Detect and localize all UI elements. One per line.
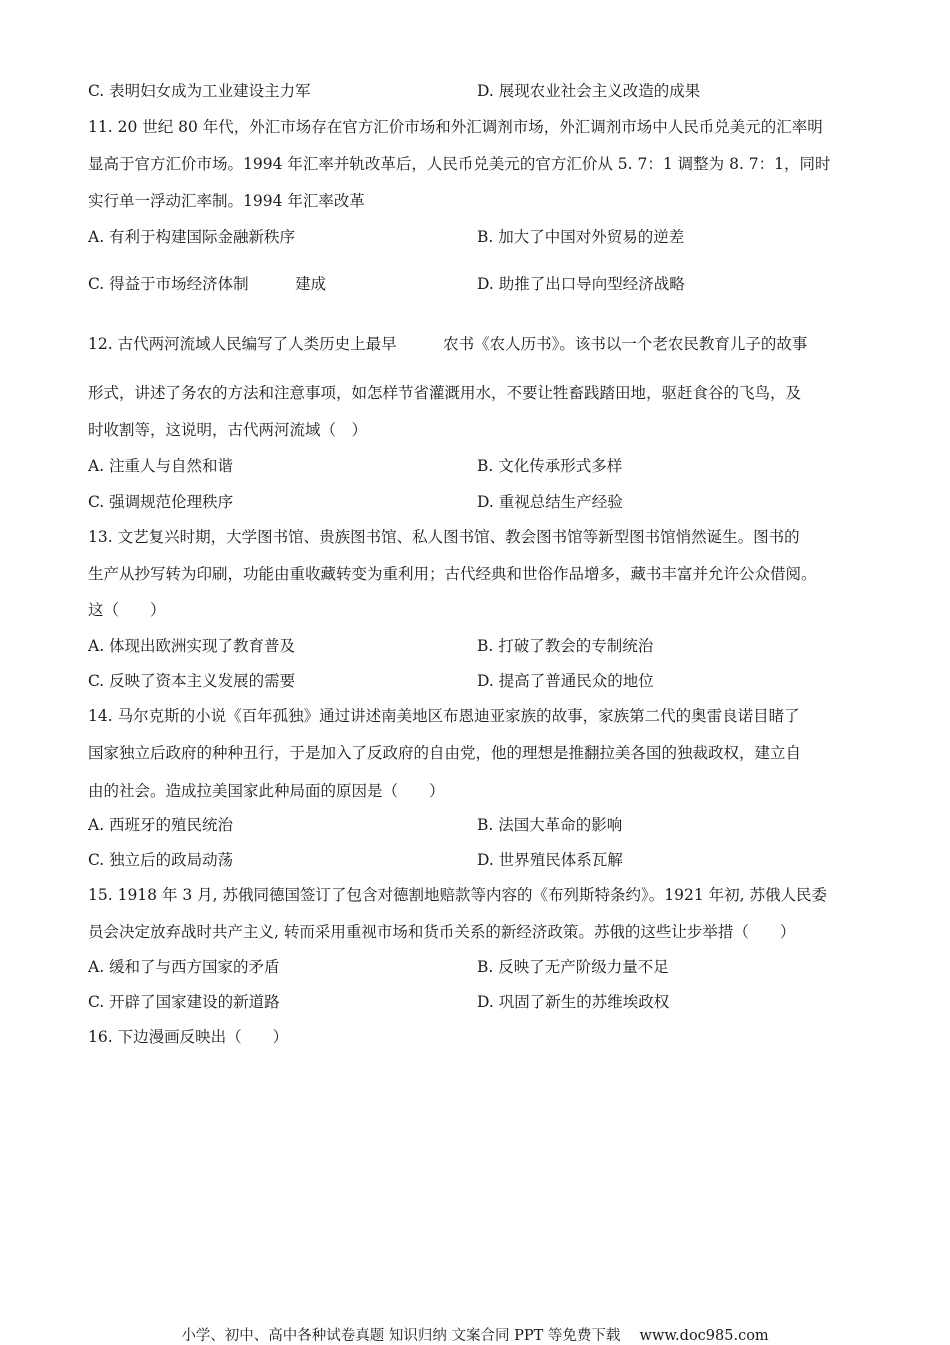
q13-option-a: A. 体现出欧洲实现了教育普及 xyxy=(88,637,296,655)
q12-option-d: D. 重视总结生产经验 xyxy=(477,493,623,511)
q15-stem-line-2: 员会决定放弃战时共产主义, 转而采用重视市场和货币关系的新经济政策。苏俄的这些让步举措（ ） xyxy=(88,923,796,941)
page-footer: 小学、初中、高中各种试卷真题 知识归纳 文案合同 PPT 等免费下载 www.doc985.com xyxy=(181,1328,769,1344)
q12-option-c: C. 强调规范伦理秩序 xyxy=(88,493,234,511)
q15-option-a: A. 缓和了与西方国家的矛盾 xyxy=(88,958,280,976)
q14-stem-line-3: 由的社会。造成拉美国家此种局面的原因是（ ） xyxy=(88,782,445,800)
q13-option-b: B. 打破了教会的专制统治 xyxy=(477,637,654,655)
q13-option-c: C. 反映了资本主义发展的需要 xyxy=(88,672,296,690)
q11-option-b: B. 加大了中国对外贸易的逆差 xyxy=(477,228,685,246)
q13-stem-line-3: 这（ ） xyxy=(88,601,166,619)
q15-option-b: B. 反映了无产阶级力量不足 xyxy=(477,958,669,976)
q11-stem-line-2: 显高于官方汇价市场。1994 年汇率并轨改革后，人民币兑美元的官方汇价从 5. 7：1 调整为 8. 7：1，同时 xyxy=(88,155,831,173)
q14-stem-line-1: 14. 马尔克斯的小说《百年孤独》通过讲述南美地区布恩迪亚家族的故事，家族第二代的奥雷良诺目睹了 xyxy=(88,707,800,725)
q15-option-d: D. 巩固了新生的苏维埃政权 xyxy=(477,993,670,1011)
q11-stem-line-3: 实行单一浮动汇率制。1994 年汇率改革 xyxy=(88,192,365,210)
q11-option-d: D. 助推了出口导向型经济战略 xyxy=(477,275,685,293)
q12-option-b: B. 文化传承形式多样 xyxy=(477,457,623,475)
q14-option-d: D. 世界殖民体系瓦解 xyxy=(477,851,623,869)
q12-stem-line-1: 12. 古代两河流域人民编写了人类历史上最早 农书《农人历书》。该书以一个老农民教育儿子的故事 xyxy=(88,335,808,353)
q15-stem-line-1: 15. 1918 年 3 月, 苏俄同德国签订了包含对德割地赔款等内容的《布列斯特条约》。1921 年初, 苏俄人民委 xyxy=(88,886,828,904)
q13-stem-line-1: 13. 文艺复兴时期，大学图书馆、贵族图书馆、私人图书馆、教会图书馆等新型图书馆悄然诞生。图书的 xyxy=(88,528,800,546)
q12-stem-line-3: 时收割等，这说明，古代两河流域（ ） xyxy=(88,421,368,439)
prev-option-d: D. 展现农业社会主义改造的成果 xyxy=(477,82,701,100)
q11-stem-line-1: 11. 20 世纪 80 年代，外汇市场存在官方汇价市场和外汇调剂市场，外汇调剂市场中人民币兑美元的汇率明 xyxy=(88,118,823,136)
q11-option-c: C. 得益于市场经济体制 建成 xyxy=(88,275,327,293)
q14-option-a: A. 西班牙的殖民统治 xyxy=(88,816,234,834)
q13-option-d: D. 提高了普通民众的地位 xyxy=(477,672,654,690)
q11-option-a: A. 有利于构建国际金融新秩序 xyxy=(88,228,296,246)
q15-option-c: C. 开辟了国家建设的新道路 xyxy=(88,993,280,1011)
q12-option-a: A. 注重人与自然和谐 xyxy=(88,457,234,475)
q14-stem-line-2: 国家独立后政府的种种丑行，于是加入了反政府的自由党，他的理想是推翻拉美各国的独裁政权，建立自 xyxy=(88,744,802,762)
q14-option-c: C. 独立后的政局动荡 xyxy=(88,851,234,869)
q16-stem-line-1: 16. 下边漫画反映出（ ） xyxy=(88,1028,289,1046)
q12-stem-line-2: 形式，讲述了务农的方法和注意事项，如怎样节省灌溉用水，不要让牲畜践踏田地，驱赶食谷的飞鸟，及 xyxy=(88,384,802,402)
prev-option-c: C. 表明妇女成为工业建设主力军 xyxy=(88,82,311,100)
q14-option-b: B. 法国大革命的影响 xyxy=(477,816,623,834)
q13-stem-line-2: 生产从抄写转为印刷，功能由重收藏转变为重利用；古代经典和世俗作品增多，藏书丰富并允许公众借阅。 xyxy=(88,565,817,583)
